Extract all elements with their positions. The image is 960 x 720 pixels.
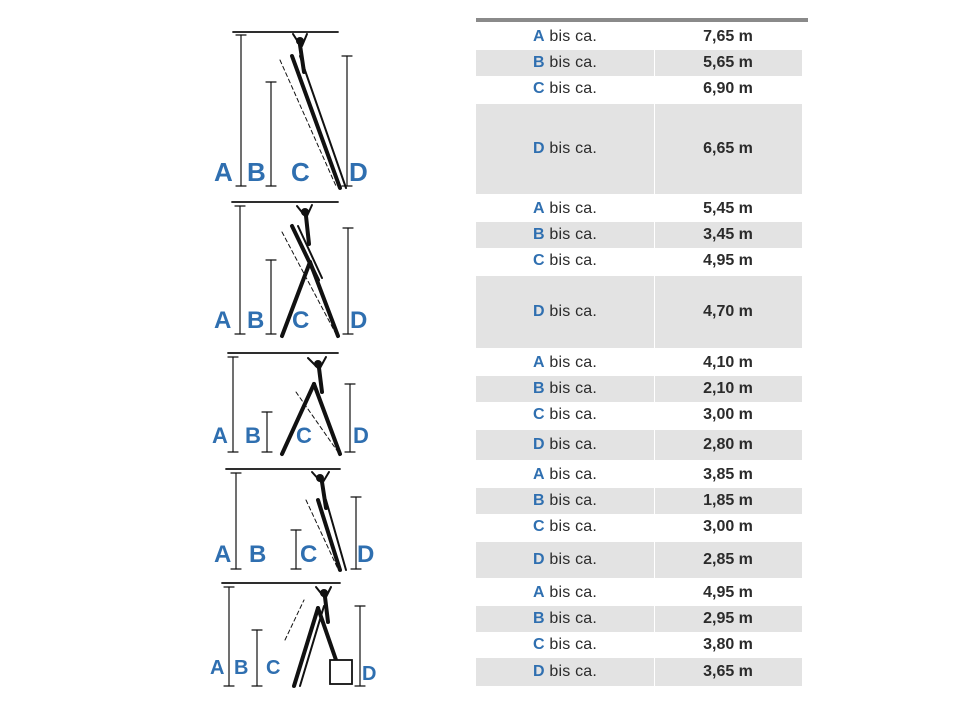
table-row [476,24,802,50]
row-label [476,466,654,484]
row-suffix: bis ca. [549,406,598,423]
row-value: 2,85 m [703,551,753,568]
row-suffix: bis ca. [549,584,598,601]
row-letter: A [532,200,545,217]
row-suffix: bis ca. [549,492,598,509]
table-row [476,606,802,632]
row-label [476,636,654,654]
table-row [476,430,802,460]
row-suffix: bis ca. [549,663,598,680]
table-row [476,104,802,194]
label-a: A [212,423,228,448]
row-suffix: bis ca. [549,226,598,243]
row-label [476,226,654,244]
row-label [476,354,654,372]
row-letter: D [532,303,545,320]
row-value: 6,65 m [703,140,753,157]
label-b: B [247,307,265,334]
row-value: 3,65 m [703,663,753,680]
row-label [476,54,654,72]
table-row [476,402,802,428]
row-suffix: bis ca. [549,354,598,371]
row-value: 3,85 m [703,466,753,483]
row-label [476,380,654,398]
table-row [476,276,802,348]
row-letter: D [532,140,545,157]
row-letter: B [532,610,545,627]
row-value: 4,70 m [703,303,753,320]
row-letter: A [532,584,545,601]
row-letter: C [532,252,545,269]
row-label [476,492,654,510]
row-suffix: bis ca. [549,518,598,535]
row-suffix: bis ca. [549,466,598,483]
row-letter: A [532,354,545,371]
label-c: C [291,157,310,187]
label-b: B [247,157,266,187]
label-a: A [214,541,232,568]
table-row [476,488,802,514]
row-letter: B [532,226,545,243]
row-letter: A [532,466,545,483]
label-d: D [350,307,368,334]
table-row [476,514,802,540]
row-value: 4,10 m [703,354,753,371]
label-b: B [245,423,261,448]
row-label [476,584,654,602]
row-letter: C [532,636,545,653]
table-row [476,76,802,102]
table-row [476,580,802,606]
row-label [476,436,654,454]
table-row [476,196,802,222]
label-c: C [300,541,318,568]
row-label [476,518,654,536]
label-c: C [296,423,312,448]
label-d: D [357,541,375,568]
label-a: A [214,307,232,334]
row-label [476,610,654,628]
row-suffix: bis ca. [549,380,598,397]
row-suffix: bis ca. [549,28,598,45]
row-suffix: bis ca. [549,303,598,320]
row-label [476,551,654,569]
row-label [476,663,654,681]
row-suffix: bis ca. [549,436,598,453]
table-row [476,632,802,658]
row-value: 2,80 m [703,436,753,453]
label-a: A [214,157,233,187]
table-row [476,462,802,488]
row-value: 3,45 m [703,226,753,243]
row-label [476,252,654,270]
row-suffix: bis ca. [549,610,598,627]
label-b: B [234,657,249,679]
row-letter: C [532,518,545,535]
height-spec-table [476,18,808,690]
row-letter: C [532,80,545,97]
row-value: 4,95 m [703,252,753,269]
label-d: D [353,423,369,448]
table-row [476,350,802,376]
column-divider [654,22,655,690]
row-letter: B [532,54,545,71]
table-row [476,248,802,274]
row-value: 4,95 m [703,584,753,601]
row-value: 3,00 m [703,406,753,423]
row-value: 5,45 m [703,200,753,217]
ladder-diagrams [0,0,470,720]
label-a: A [210,657,225,679]
row-value: 2,95 m [703,610,753,627]
row-suffix: bis ca. [549,200,598,217]
label-b: B [249,541,267,568]
row-letter: B [532,492,545,509]
row-value: 6,90 m [703,80,753,97]
row-label [476,200,654,218]
row-letter: D [532,551,545,568]
row-label [476,80,654,98]
row-value: 3,00 m [703,518,753,535]
row-letter: A [532,28,545,45]
label-d: D [362,663,377,685]
row-letter: B [532,380,545,397]
row-suffix: bis ca. [549,54,598,71]
row-suffix: bis ca. [549,140,598,157]
row-letter: C [532,406,545,423]
table-top-rule [476,18,808,22]
row-value: 7,65 m [703,28,753,45]
row-value: 1,85 m [703,492,753,509]
row-letter: D [532,663,545,680]
table-row [476,376,802,402]
row-suffix: bis ca. [549,252,598,269]
row-label [476,140,654,158]
table-row [476,542,802,578]
row-label [476,28,654,46]
table-row [476,658,802,686]
row-suffix: bis ca. [549,636,598,653]
row-label [476,406,654,424]
label-d: D [349,157,368,187]
label-c: C [292,307,310,334]
row-value: 2,10 m [703,380,753,397]
row-suffix: bis ca. [549,80,598,97]
diagram-4 [226,469,361,570]
row-letter: D [532,436,545,453]
table-row [476,222,802,248]
row-value: 5,65 m [703,54,753,71]
table-row [476,50,802,76]
row-value: 3,80 m [703,636,753,653]
row-label [476,303,654,321]
row-suffix: bis ca. [549,551,598,568]
label-c: C [266,657,281,679]
